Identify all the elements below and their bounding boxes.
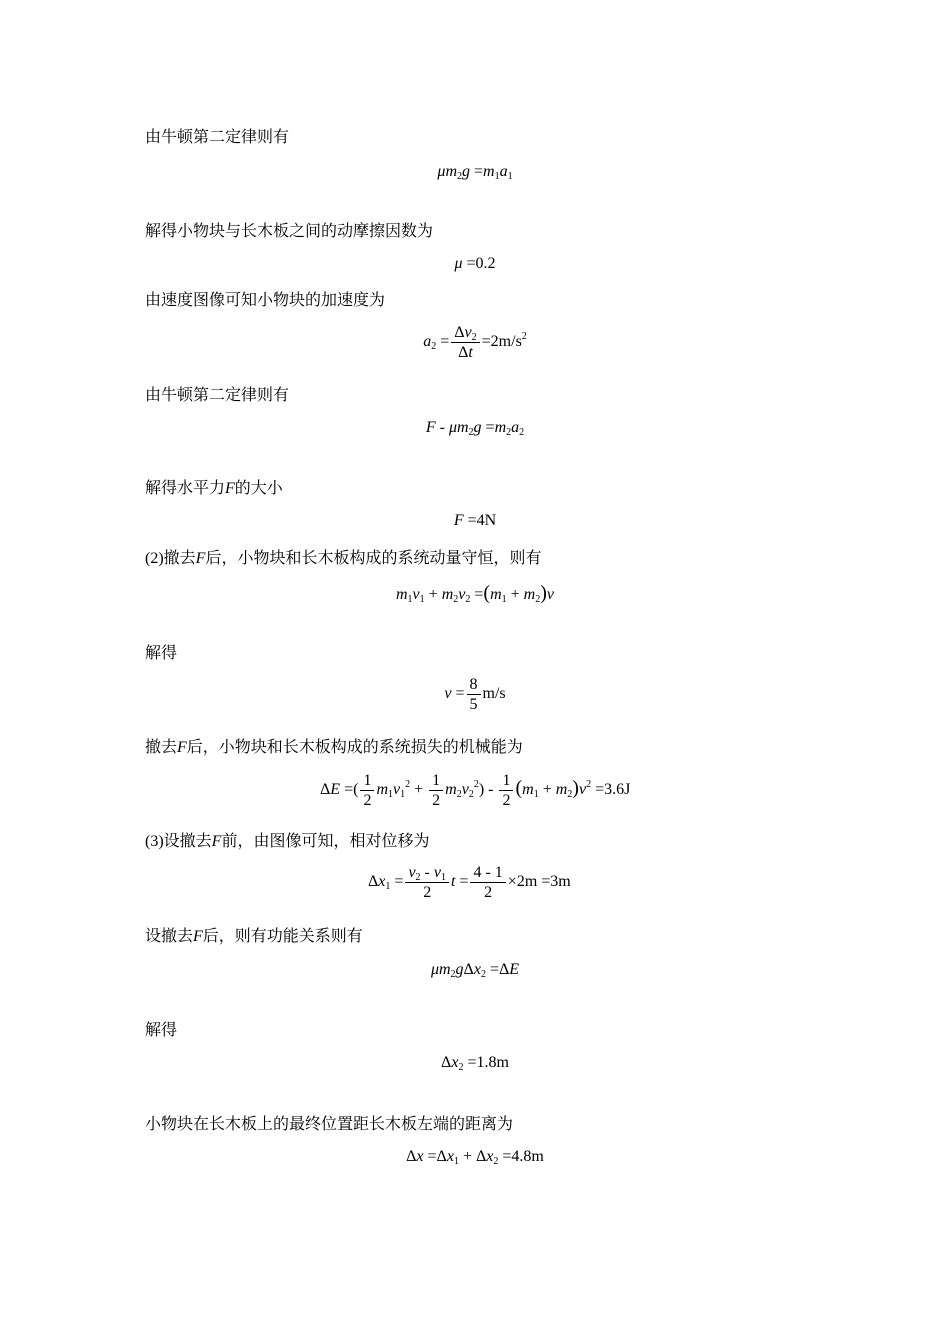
text-line-solve-v: 解得 (145, 645, 178, 662)
equation-friction-work: $\mu m_2g\Delta x_2 =\Delta E$ (430, 961, 520, 980)
dx1-denominator: 2 (484, 883, 493, 901)
text-line-part2: (2)撤去F后，小物块和长木板构成的系统动量守恒，则有 (145, 550, 542, 567)
text-line-solve-mu: 解得小物块与长木板之间的动摩擦因数为 (145, 223, 434, 240)
text-line-part3: (3)设撤去F前，由图像可知，相对位移为 (145, 833, 430, 850)
v-numerator: 8 (467, 675, 481, 695)
text-line-energy-loss: 撤去F后，小物块和长木板构成的系统损失的机械能为 (145, 739, 523, 756)
dx2-value: 1.8m (476, 1054, 509, 1071)
equation-F: F =4N (453, 512, 497, 529)
text-line-work-energy: 设撤去F后，则有功能关系则有 (145, 928, 363, 945)
text-line-velocity-graph: 由速度图像可知小物块的加速度为 (145, 292, 386, 309)
equation-mu: μ =0.2 (454, 255, 496, 272)
equation-dx: $\Delta x =\Delta x_1 + \Delta x_2 =4.8m$ (406, 1148, 544, 1167)
text-line-solve-dx2: 解得 (145, 1022, 178, 1039)
mu-value: 0.2 (475, 255, 496, 272)
equation-energy: ΔE =( $\frac{1}{2}$ $m_1v_1^2$ + $\frac{1}{2}$ $m_2v_2^2$) - $\frac{1}{2}$ $(m_1 + m_2)v^2 =3.6J$ (320, 771, 631, 809)
F-value: 4N (476, 512, 497, 529)
dx-value: 4.8m (511, 1148, 544, 1165)
equation-momentum: $m_1v_1 + m_2v_2 =(m_1 + m_2)v$ (395, 582, 554, 605)
text-line-final-position: 小物块在长木板上的最终位置距长木板左端的距离为 (145, 1116, 514, 1133)
a2-value: 2m/s (490, 333, 522, 350)
equation-a2: $a_2$ = $\frac{\Delta v_2}{\Delta t}$ $=2m/s^2$ (423, 323, 527, 361)
equation-v: v = $\frac{8}{5}$ m/s (444, 675, 506, 713)
equation-force-balance: $F - \mu m_2g =m_2a_2$ (425, 419, 525, 438)
text-line-newton-1: 由牛顿第二定律则有 (145, 129, 290, 146)
dE-value: 3.6J (604, 781, 631, 798)
equation-dx2: $\Delta x_2 =1.8m$ (441, 1054, 509, 1073)
equation-dx1: $\Delta x_1$ = $\frac{v_2 - v_1}{2}$ t = $\frac{4 - 1}{2}$ ×2m =3m (368, 863, 571, 901)
dx1-numerator: 4 - 1 (470, 863, 505, 883)
text-line-newton-2: 由牛顿第二定律则有 (145, 387, 290, 404)
text-line-solve-F: 解得水平力F的大小 (145, 480, 283, 497)
equation-friction-accel: $\mu m_2g =m_1a_1$ (437, 163, 513, 182)
v-denominator: 5 (469, 695, 478, 713)
